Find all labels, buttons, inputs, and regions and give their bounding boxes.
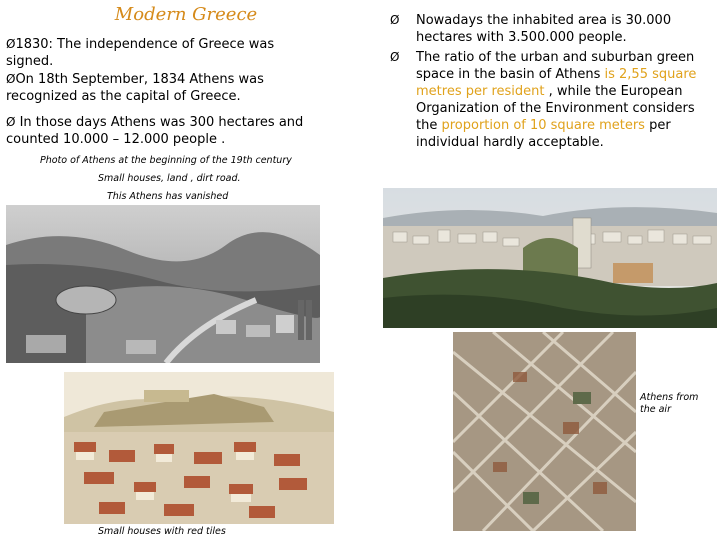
old-athens-photo <box>6 205 320 363</box>
bullet-green-space <box>390 49 712 151</box>
paragraph-text: On 18th September, 1834 Athens was recognized as the capital of Greece. <box>6 72 264 104</box>
photo-caption: Photo of Athens at the beginning of the 19th century <box>40 155 292 166</box>
bullet-modern-area <box>390 12 712 46</box>
arrow-bullet-icon: Ø <box>6 72 16 86</box>
aerial-caption-line1: Athens from <box>640 392 699 403</box>
highlight-text: proportion of 10 square meters <box>441 118 645 133</box>
bullet-text: Nowadays the inhabited area is 30.000 hectares with 3.500.000 people. <box>416 13 672 45</box>
page-title: Modern Greece <box>114 4 258 25</box>
photo-caption: Small houses, land , dirt road. <box>98 173 241 184</box>
aerial-athens-photo <box>453 332 636 531</box>
paragraph-independence <box>6 36 316 70</box>
modern-athens-photo <box>383 188 717 328</box>
arrow-bullet-icon: Ø <box>6 115 16 129</box>
acropolis-photo <box>64 372 334 524</box>
paragraph-population <box>6 114 358 148</box>
paragraph-capital <box>6 71 316 105</box>
aerial-caption-line2: the air <box>640 404 671 415</box>
paragraph-text: In those days Athens was 300 hectares and counted 10.000 – 12.000 people . <box>6 115 304 147</box>
photo-caption: This Athens has vanished <box>107 191 229 202</box>
photo-caption-bottom: Small houses with red tiles <box>98 526 226 537</box>
arrow-bullet-icon: Ø <box>390 50 400 64</box>
arrow-bullet-icon: Ø <box>390 13 400 27</box>
arrow-bullet-icon: Ø <box>6 37 16 51</box>
bullet-text: per individual hardly acceptable. <box>416 118 671 150</box>
paragraph-text: 1830: The independence of Greece was signed. <box>6 37 275 69</box>
highlight-text: is 2,55 square metres per resident <box>416 67 697 99</box>
bullet-text: The ratio of the urban and suburban green space in the basin of Athens <box>416 50 695 82</box>
bullet-text: , while the European Organization of the Environment considers the <box>416 84 695 133</box>
